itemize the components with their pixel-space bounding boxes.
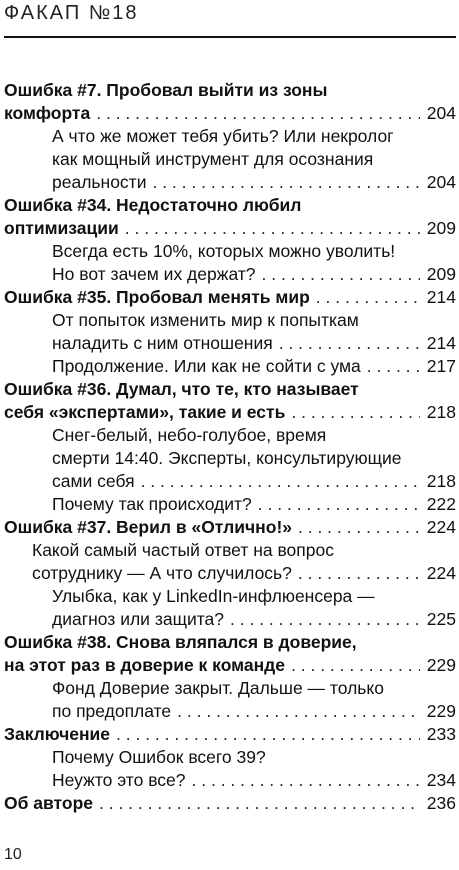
toc-page-number: 236 [426, 793, 456, 813]
toc-entry-line [4, 309, 456, 332]
toc-entry-text: оптимизации [4, 218, 119, 238]
toc-entry-text: на этот раз в доверие к команде [4, 655, 286, 675]
dot-leader [279, 332, 420, 355]
toc-entry-text: Почему Ошибок всего 39? [52, 747, 266, 767]
page-number: 10 [4, 846, 22, 863]
toc-heading-line [4, 102, 456, 125]
toc-entry-text: Снег-белый, небо-голубое, время [52, 425, 327, 445]
toc-entry-line [4, 447, 456, 470]
toc-entry-line [4, 125, 456, 148]
toc-heading-line [4, 516, 456, 539]
toc-entry-text: диагноз или защита? [52, 609, 225, 629]
toc-entry-text: Продолжение. Или как не сойти с ума [52, 356, 361, 376]
toc-page-number: 214 [426, 333, 456, 353]
toc-entry-text: Ошибка #36. Думал, что те, кто называет [4, 379, 359, 399]
running-header [4, 0, 456, 38]
dot-leader [99, 792, 420, 815]
toc-entry-text: Ошибка #34. Недостаточно любил [4, 195, 302, 215]
toc-page-number: 233 [426, 724, 456, 744]
toc-page-number: 204 [426, 172, 456, 192]
toc-heading-line [4, 286, 456, 309]
toc-entry-text: А что же может тебя убить? Или некролог [52, 126, 394, 146]
toc-entry-text: реальности [52, 172, 147, 192]
toc-page-number: 218 [426, 402, 456, 422]
toc-page-number: 214 [426, 287, 456, 307]
table-of-contents [4, 79, 456, 815]
toc-entry-text: Всегда есть 10%, которых можно уволить! [52, 241, 396, 261]
toc-entry-line [4, 148, 456, 171]
toc-entry-text: Неужто это все? [52, 770, 186, 790]
toc-entry-line [4, 355, 456, 378]
toc-heading-line [4, 792, 456, 815]
dot-leader [367, 355, 420, 378]
dot-leader [298, 562, 420, 585]
toc-entry-line [4, 746, 456, 769]
toc-entry-text: Ошибка #38. Снова вляпался в доверие, [4, 632, 357, 652]
toc-page-number: 218 [426, 471, 456, 491]
toc-entry-text: Но вот зачем их держат? [52, 264, 256, 284]
dot-leader [125, 217, 420, 240]
toc-entry-line [4, 332, 456, 355]
toc-entry-text: Ошибка #37. Верил в «Отлично!» [4, 517, 292, 537]
toc-entry-line [4, 562, 456, 585]
toc-page-number: 209 [426, 264, 456, 284]
dot-leader [291, 401, 420, 424]
toc-entry-line [4, 240, 456, 263]
dot-leader [316, 286, 420, 309]
toc-entry-text: Заключение [4, 724, 111, 744]
toc-entry-line [4, 608, 456, 631]
dot-leader [152, 171, 420, 194]
toc-heading-line [4, 194, 456, 217]
toc-entry-text: комфорта [4, 103, 91, 123]
toc-entry-text: От попыток изменить мир к попыткам [52, 310, 359, 330]
toc-entry-text: сотруднику — А что случилось? [32, 563, 292, 583]
toc-entry-line [4, 263, 456, 286]
toc-entry-line [4, 677, 456, 700]
toc-entry-text: Ошибка #35. Пробовал менять мир [4, 287, 310, 307]
dot-leader [192, 769, 420, 792]
toc-entry-text: по предоплате [52, 701, 172, 721]
toc-entry-line [4, 493, 456, 516]
dot-leader [258, 493, 420, 516]
toc-page-number: 229 [426, 701, 456, 721]
toc-heading-line [4, 217, 456, 240]
toc-entry-line [4, 539, 456, 562]
toc-entry-line [4, 585, 456, 608]
toc-page-number: 234 [426, 770, 456, 790]
toc-heading-line [4, 723, 456, 746]
toc-entry-text: себя «экспертами», такие и есть [4, 402, 286, 422]
toc-heading-line [4, 401, 456, 424]
toc-entry-line [4, 700, 456, 723]
toc-heading-line [4, 79, 456, 102]
toc-page-number: 225 [426, 609, 456, 629]
toc-page-number: 217 [426, 356, 456, 376]
dot-leader [291, 654, 420, 677]
toc-entry-text: Почему так происходит? [52, 494, 252, 514]
toc-entry-text: как мощный инструмент для осознания [52, 149, 374, 169]
toc-entry-text: Об авторе [4, 793, 93, 813]
toc-entry-text: смерти 14:40. Эксперты, консультирующие [52, 448, 402, 468]
toc-entry-line [4, 424, 456, 447]
toc-entry-text: сами себя [52, 471, 135, 491]
toc-entry-text: наладить с ним отношения [52, 333, 273, 353]
toc-entry-text: Ошибка #7. Пробовал выйти из зоны [4, 80, 328, 100]
toc-entry-line [4, 171, 456, 194]
toc-heading-line [4, 378, 456, 401]
dot-leader [298, 516, 420, 539]
toc-entry-text: Фонд Доверие закрыт. Дальше — только [52, 678, 385, 698]
toc-page-number: 222 [426, 494, 456, 514]
dot-leader [116, 723, 420, 746]
dot-leader [262, 263, 420, 286]
toc-page-number: 224 [426, 563, 456, 583]
toc-heading-line [4, 631, 456, 654]
toc-heading-line [4, 654, 456, 677]
toc-entry-text: Какой самый частый ответ на вопрос [32, 540, 334, 560]
toc-page-number: 209 [426, 218, 456, 238]
toc-entry-text: Улыбка, как у LinkedIn-инфлюенсера — [52, 586, 375, 606]
toc-page-number: 204 [426, 103, 456, 123]
running-header-title: ФАКАП №18 [4, 2, 139, 24]
toc-page-number: 229 [426, 655, 456, 675]
dot-leader [230, 608, 420, 631]
dot-leader [141, 470, 420, 493]
toc-entry-line [4, 769, 456, 792]
toc-page-number: 224 [426, 517, 456, 537]
dot-leader [96, 102, 420, 125]
dot-leader [177, 700, 420, 723]
toc-entry-line [4, 470, 456, 493]
